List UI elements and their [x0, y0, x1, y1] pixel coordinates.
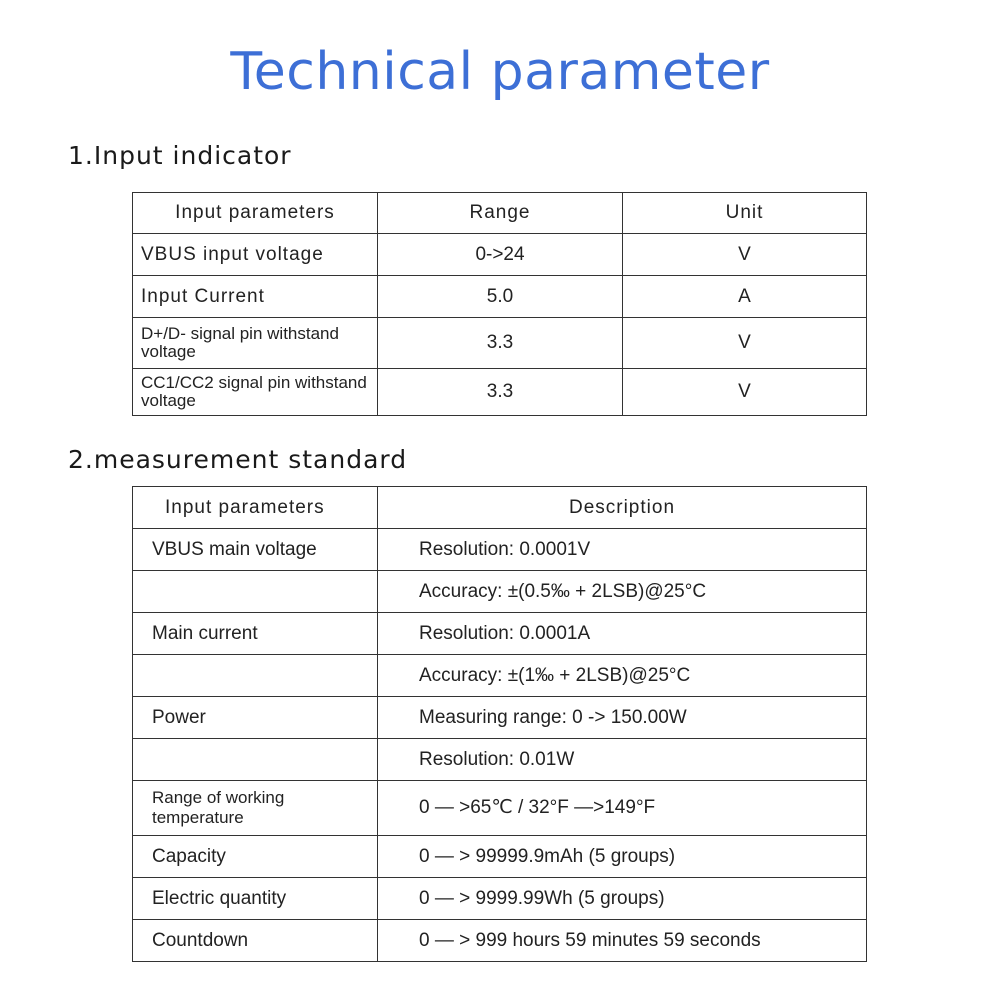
unit-cell: V: [623, 234, 867, 276]
column-header-input-parameters: Input parameters: [133, 487, 378, 529]
table-row: [133, 739, 867, 781]
param-cell: Input Current: [133, 276, 378, 318]
section-title-measurement-standard: 2.measurement standard: [68, 445, 408, 474]
table-header-row: [133, 487, 867, 529]
section-title-input-indicator: 1.Input indicator: [68, 141, 292, 170]
param-cell: D+/D- signal pin withstand voltage: [133, 318, 378, 369]
description-cell: 0 — > 9999.99Wh (5 groups): [378, 878, 867, 920]
param-cell: Countdown: [133, 920, 378, 962]
unit-cell: A: [623, 276, 867, 318]
unit-cell: V: [623, 318, 867, 369]
column-header-description: Description: [378, 487, 867, 529]
range-cell: 3.3: [378, 318, 623, 369]
table-row: [133, 613, 867, 655]
page-title: Technical parameter: [230, 42, 770, 102]
param-cell: Main current: [133, 613, 378, 655]
range-cell: 5.0: [378, 276, 623, 318]
table-row: [133, 529, 867, 571]
param-cell: Capacity: [133, 836, 378, 878]
description-cell: Accuracy: ±(1‰ + 2LSB)@25°C: [378, 655, 867, 697]
param-cell: [133, 571, 378, 613]
param-cell: VBUS input voltage: [133, 234, 378, 276]
description-cell: 0 — >65℃ / 32°F —>149°F: [378, 781, 867, 836]
unit-cell: V: [623, 369, 867, 416]
column-header-range: Range: [378, 193, 623, 234]
table-row: [133, 836, 867, 878]
table-row: [133, 781, 867, 836]
description-cell: Resolution: 0.0001V: [378, 529, 867, 571]
description-cell: 0 — > 999 hours 59 minutes 59 seconds: [378, 920, 867, 962]
description-cell: Accuracy: ±(0.5‰ + 2LSB)@25°C: [378, 571, 867, 613]
table-row: [133, 655, 867, 697]
table-row: [133, 318, 867, 369]
description-cell: Measuring range: 0 -> 150.00W: [378, 697, 867, 739]
description-cell: Resolution: 0.0001A: [378, 613, 867, 655]
param-cell: [133, 655, 378, 697]
param-cell: VBUS main voltage: [133, 529, 378, 571]
param-cell: [133, 739, 378, 781]
column-header-unit: Unit: [623, 193, 867, 234]
param-cell: Electric quantity: [133, 878, 378, 920]
param-cell: Power: [133, 697, 378, 739]
table-header-row: [133, 193, 867, 234]
column-header-input-parameters: Input parameters: [133, 193, 378, 234]
table-row: [133, 276, 867, 318]
table-row: [133, 571, 867, 613]
range-cell: 3.3: [378, 369, 623, 416]
param-cell: CC1/CC2 signal pin withstand voltage: [133, 369, 378, 416]
description-cell: Resolution: 0.01W: [378, 739, 867, 781]
description-cell: 0 — > 99999.9mAh (5 groups): [378, 836, 867, 878]
input-indicator-table: [132, 192, 867, 416]
table-row: [133, 234, 867, 276]
table-row: [133, 697, 867, 739]
table-row: [133, 369, 867, 416]
range-cell: 0->24: [378, 234, 623, 276]
table-row: [133, 920, 867, 962]
param-cell: Range of working temperature: [133, 781, 378, 836]
measurement-standard-table: [132, 486, 867, 962]
table-row: [133, 878, 867, 920]
